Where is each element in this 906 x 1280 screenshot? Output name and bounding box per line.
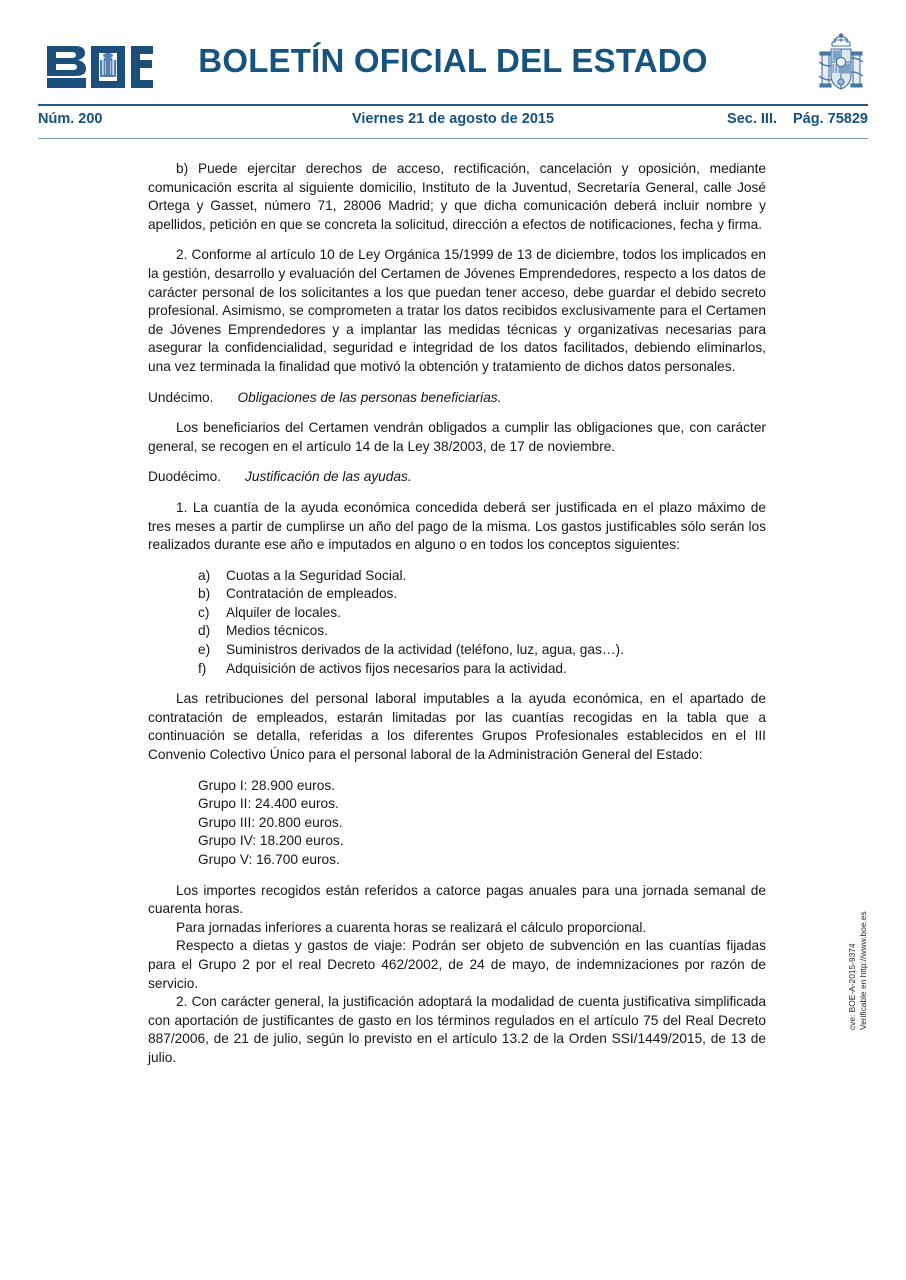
concepts-list — [148, 567, 766, 679]
paragraph-2: 2. Conforme al artículo 10 de Ley Orgánica 15/1999 de 13 de diciembre, todos los implicados en la gestión, desarrollo y evaluación del Certamen de Jóvenes Emprendedores, respecto a los datos de carácter personal de los solicitantes a los que puedan tener acceso, debe guardar el debido secreto profesional. Asimismo, se comprometen a tratar los datos recibidos exclusivamente para el Certamen de Jóvenes Emprendedores y a implantar las medidas técnicas y organizativas necesarias para asegurar la confidencialidad, seguridad e integridad de los datos facilitados, debiendo eliminarlos, una vez terminada la finalidad que motivó la obtención y tratamiento de dichos datos personales. — [148, 247, 766, 374]
paragraph-dietas: Respecto a dietas y gastos de viaje: Podrán ser objeto de subvención en las cuantías fijadas para el Grupo 2 por el real Decreto 462/2002, de 24 de mayo, de indemnizaciones por razón de servicio. — [148, 938, 766, 991]
group-amount-item: Grupo III: 20.800 euros. — [198, 814, 343, 830]
list-item-text: Suministros derivados de la actividad (teléfono, luz, agua, gas…). — [226, 642, 624, 658]
masthead — [0, 0, 906, 103]
section-heading-duodecimo — [148, 468, 766, 487]
section-title-undecimo: Obligaciones de las personas beneficiarias. — [237, 389, 502, 405]
list-item — [198, 585, 766, 604]
list-item — [198, 567, 766, 586]
list-item-letter: b) — [198, 586, 211, 602]
paragraph-justificacion-1: 1. La cuantía de la ayuda económica concedida deberá ser justificada en el plazo máximo de tres meses a partir de cumplirse un año del pago de la misma. Los gastos justificables sólo serán los realizados durante ese año e imputados en alguno o en todos los conceptos siguientes: — [148, 499, 766, 553]
coat-of-arms-icon — [810, 32, 872, 98]
list-item — [198, 641, 766, 660]
paragraph-justificacion-2: 2. Con carácter general, la justificación adoptará la modalidad de cuenta justificativa simplificada con aportación de justificantes de gasto en los términos regulados en el artículo 75 del Real Decreto 887/2006, de 21 de julio, según lo previsto en el artículo 13.2 de la Orden SSI/1449/2015, de 13 de julio. — [148, 994, 766, 1065]
page-number: Pág. 75829 — [793, 111, 868, 127]
cve-code: cve: BOE-A-2015-9374 — [847, 943, 857, 1030]
list-item-letter: f) — [198, 660, 207, 676]
list-item-text: Medios técnicos. — [226, 623, 328, 639]
section-term-duodecimo: Duodécimo. — [148, 469, 222, 485]
list-item-letter: d) — [198, 623, 211, 639]
section-term-undecimo: Undécimo. — [148, 389, 214, 405]
section-heading-undecimo — [148, 389, 766, 408]
group-amount-item: Grupo IV: 18.200 euros. — [198, 833, 344, 849]
paragraph-undecimo: Los beneficiarios del Certamen vendrán obligados a cumplir las obligaciones que, con carácter general, se recogen en el artículo 14 de la Ley 38/2003, de 17 de noviembre. — [148, 420, 766, 454]
group-amount-item: Grupo I: 28.900 euros. — [198, 777, 335, 793]
list-item-letter: e) — [198, 642, 211, 658]
list-item — [198, 622, 766, 641]
list-item-letter: a) — [198, 567, 211, 583]
list-item-letter: c) — [198, 604, 210, 620]
professional-groups-list — [148, 777, 766, 870]
paragraph-jornadas: Para jornadas inferiores a cuarenta horas se realizará el cálculo proporcional. — [176, 919, 647, 935]
document-body — [148, 160, 766, 1068]
list-item-text: Cuotas a la Seguridad Social. — [226, 567, 407, 583]
closing-block — [148, 882, 766, 1068]
header-rule-bottom — [38, 138, 868, 139]
group-amount-item: Grupo V: 16.700 euros. — [198, 852, 340, 867]
list-item-text: Adquisición de activos fijos necesarios para la actividad. — [226, 660, 567, 676]
paragraph-importes: Los importes recogidos están referidos a catorce pagas anuales para una jornada semanal de cuarenta horas. — [148, 882, 766, 917]
group-amount-item: Grupo II: 24.400 euros. — [198, 796, 339, 812]
header-rule-top — [38, 104, 868, 106]
list-item — [198, 604, 766, 623]
section-label: Sec. III. — [727, 111, 778, 127]
paragraph-b: b) Puede ejercitar derechos de acceso, rectificación, cancelación y oposición, mediante comunicación escrita al siguiente domicilio, Instituto de la Juventud, Secretaría General, calle José Ortega y Gasset, número 71, 28006 Madrid; y que dicha comunicación deberá incluir nombre y apellidos, petición en que se concreta la solicitud, dirección a efectos de notificaciones, fecha y firma. — [148, 161, 766, 232]
list-item-text: Contratación de empleados. — [226, 586, 398, 602]
section-title-duodecimo: Justificación de las ayudas. — [245, 469, 412, 485]
page-title: BOLETÍN OFICIAL DEL ESTADO — [198, 42, 708, 79]
paragraph-retribuciones: Las retribuciones del personal laboral imputables a la ayuda económica, en el apartado de contratación de empleados, estarán limitadas por las cuantías recogidas en la tabla que a continuación se detalla, referidas a los diferentes Grupos Profesionales establecidos en el III Convenio Colectivo Único para el personal laboral de la Administración General del Estado: — [148, 691, 766, 763]
cve-verification-url: Verificable en http://www.boe.es — [857, 911, 868, 1030]
list-item-text: Alquiler de locales. — [226, 604, 341, 620]
header-right-group — [727, 111, 868, 127]
issue-number: Núm. 200 — [38, 111, 103, 127]
header-bar — [38, 108, 868, 136]
list-item — [198, 660, 766, 679]
cve-verification-block — [847, 850, 887, 1030]
issue-date: Viernes 21 de agosto de 2015 — [351, 111, 555, 127]
